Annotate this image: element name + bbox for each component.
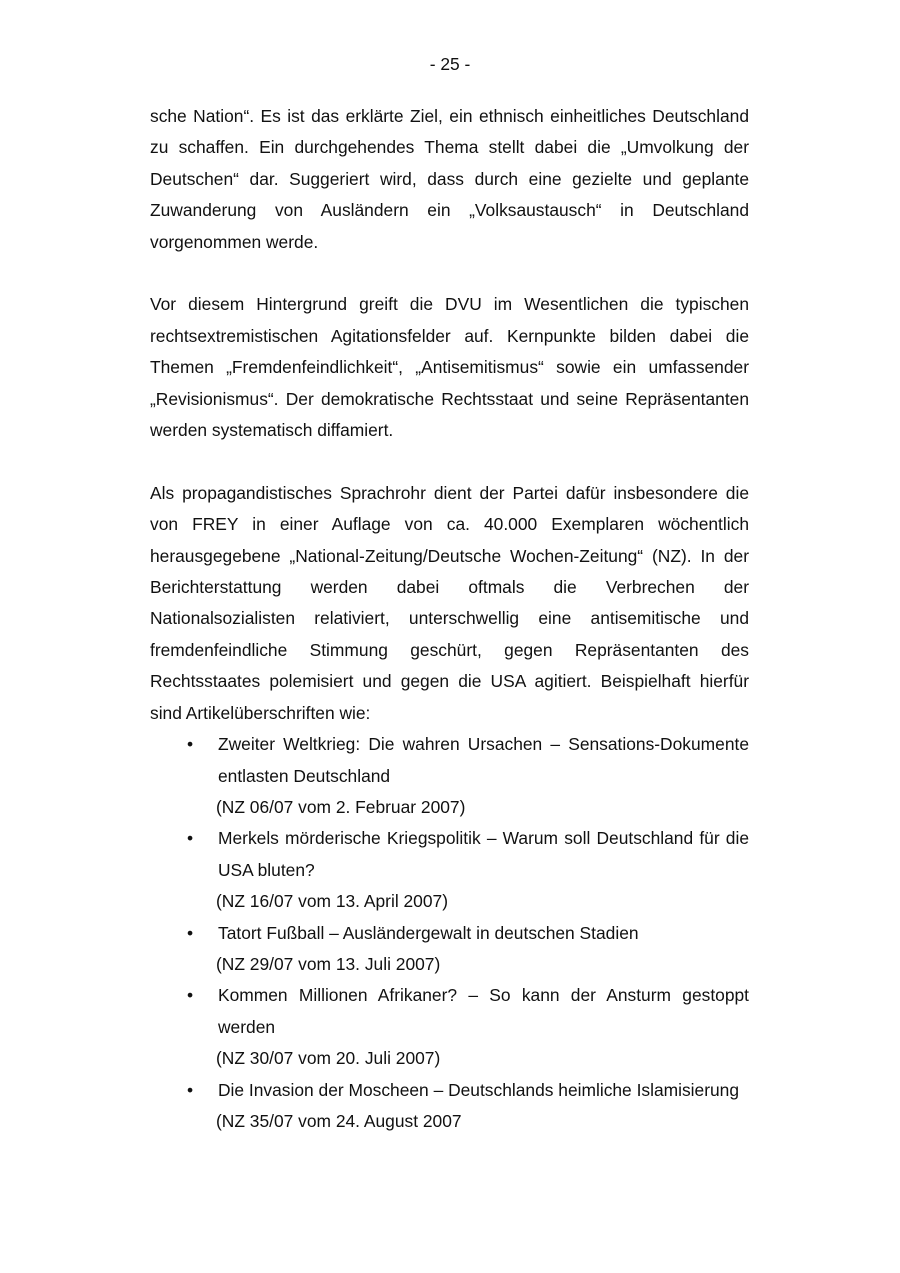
headline-source: (NZ 35/07 vom 24. August 2007 xyxy=(216,1110,462,1131)
list-item xyxy=(150,918,749,981)
headline-title: Kommen Millionen Afrikaner? – So kann der Ansturm gestoppt werden xyxy=(218,985,749,1037)
bullet-icon: • xyxy=(187,828,194,849)
paragraph-3: Als propagandistisches Sprachrohr dient der Partei dafür insbesondere die von FREY in einer Auflage von ca. 40.000 Exemplaren wöchentlich herausgegebene „National-Zeitung/Deutsche Wochen-Zeitung“ (NZ). In der Berichterstattung werden dabei oftmals die Verbrechen der Nationalsozialisten relativiert, unterschwellig eine antisemitische und fremdenfeindliche Stimmung geschürt, gegen Repräsentanten des Rechtsstaates polemisiert und gegen die USA agitiert. Beispielhaft hierfür sind Artikelüberschriften wie: xyxy=(150,482,749,723)
page-number: - 25 - xyxy=(429,54,471,74)
page-body xyxy=(150,101,749,1137)
list-item xyxy=(150,823,749,917)
list-item xyxy=(150,729,749,823)
bullet-icon: • xyxy=(187,922,194,943)
headline-title: Zweiter Weltkrieg: Die wahren Ursachen – Sensations-Dokumente entlasten Deutschland xyxy=(218,734,749,786)
headline-source: (NZ 29/07 vom 13. Juli 2007) xyxy=(216,953,441,974)
headline-title: Merkels mörderische Kriegspolitik – Warum soll Deutschland für die USA bluten? xyxy=(218,828,749,880)
headline-title: Tatort Fußball – Ausländergewalt in deutschen Stadien xyxy=(218,922,639,943)
bullet-icon: • xyxy=(187,1079,194,1100)
headline-list xyxy=(150,729,749,1137)
headline-source: (NZ 30/07 vom 20. Juli 2007) xyxy=(216,1048,441,1069)
list-item xyxy=(150,1075,749,1138)
headline-source: (NZ 16/07 vom 13. April 2007) xyxy=(216,891,448,912)
headline-source: (NZ 06/07 vom 2. Februar 2007) xyxy=(216,796,466,817)
paragraph-1: sche Nation“. Es ist das erklärte Ziel, ein ethnisch einheitliches Deutschland zu schaffen. Ein durchgehendes Thema stellt dabei die „Umvolkung der Deutschen“ dar. Suggeriert wird, dass durch eine gezielte und geplante Zuwanderung von Ausländern ein „Volksaustausch“ in Deutschland vorgenommen werde. xyxy=(150,106,749,252)
bullet-icon: • xyxy=(187,734,194,755)
bullet-icon: • xyxy=(187,985,194,1006)
headline-title: Die Invasion der Moscheen – Deutschlands heimliche Islamisierung xyxy=(218,1079,740,1100)
list-item xyxy=(150,980,749,1074)
paragraph-2: Vor diesem Hintergrund greift die DVU im Wesentlichen die typischen rechtsextremistischen Agitationsfelder auf. Kernpunkte bilden dabei die Themen „Fremdenfeindlichkeit“, „Antisemitismus“ sowie ein umfassender „Revisionismus“. Der demokratische Rechtsstaat und seine Repräsentanten werden systematisch diffamiert. xyxy=(150,294,749,441)
